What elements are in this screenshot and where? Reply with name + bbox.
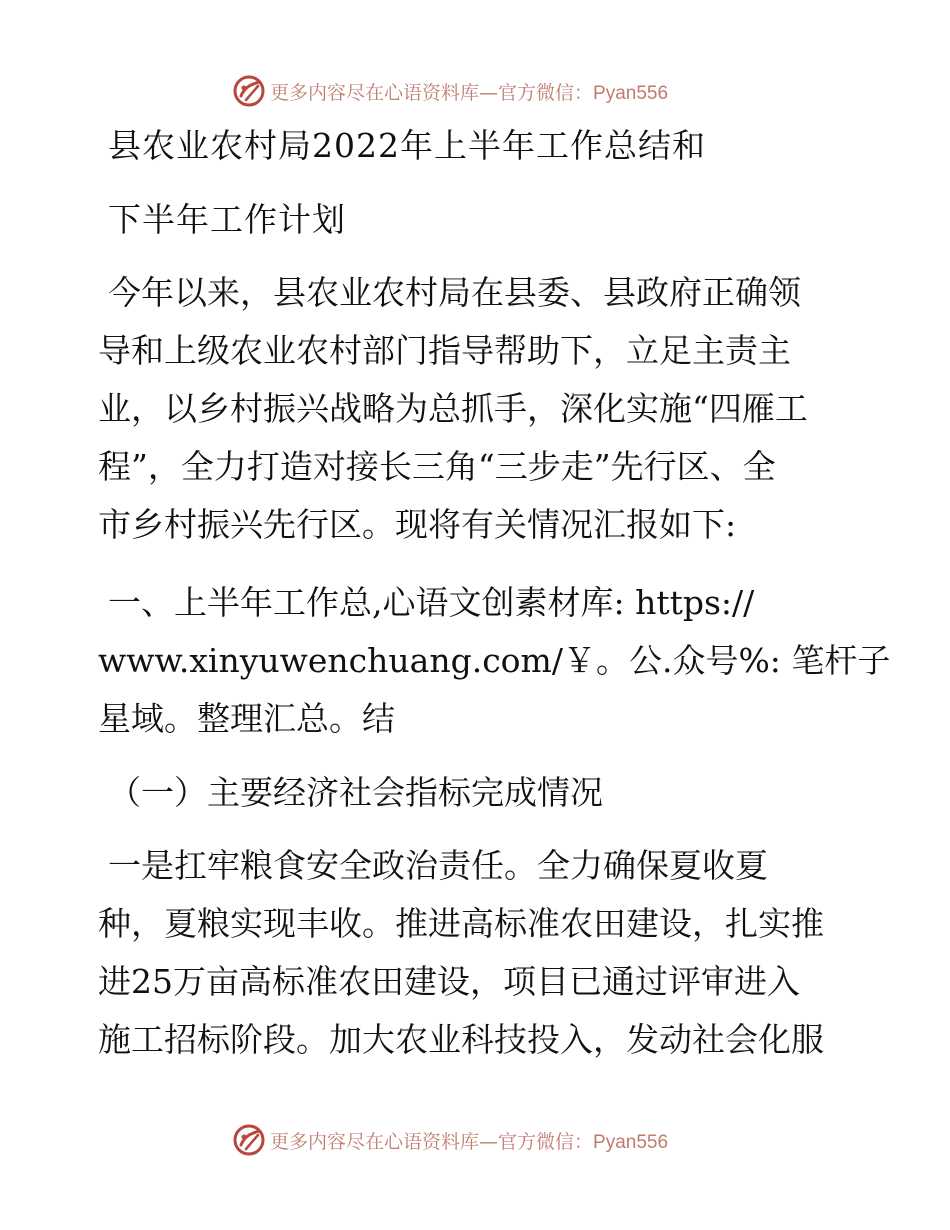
section-heading-1: 一、上半年工作总,心语文创素材库: https:// bbox=[108, 583, 755, 622]
watermark-text bbox=[270, 1127, 668, 1154]
body-line-8: 星域。整理汇总。结 bbox=[98, 699, 395, 738]
watermark-header bbox=[232, 71, 668, 111]
body-line-10: 一是扛牢粮食安全政治责任。全力确保夏收夏 bbox=[108, 846, 768, 885]
body-line-4: 程”，全力打造对接长三角“三步走”先行区、全 bbox=[98, 447, 776, 486]
watermark-logo-icon bbox=[232, 1123, 266, 1157]
subsection-heading-1: （一）主要经济社会指标完成情况 bbox=[108, 773, 603, 812]
watermark-text bbox=[270, 78, 668, 105]
watermark-label: 更多内容尽在心语资料库—官方微信： bbox=[270, 1130, 594, 1153]
body-line-7: www.xinyuwenchuang.com/￥。公.众号%: 笔杆子 bbox=[98, 641, 891, 680]
document-title-line-2: 下半年工作计划 bbox=[108, 200, 346, 239]
body-line-3: 业，以乡村振兴战略为总抓手，深化实施“四雁工 bbox=[98, 389, 808, 428]
body-line-5: 市乡村振兴先行区。现将有关情况汇报如下: bbox=[98, 505, 737, 544]
body-line-2: 导和上级农业农村部门指导帮助下，立足主责主 bbox=[98, 331, 791, 370]
body-line-13: 施工招标阶段。加大农业科技投入，发动社会化服 bbox=[98, 1020, 824, 1059]
watermark-wechat-id: Pyan556 bbox=[593, 1131, 669, 1153]
body-line-11: 种，夏粮实现丰收。推进高标准农田建设，扎实推 bbox=[98, 904, 824, 943]
body-line-12: 进25万亩高标准农田建设，项目已通过评审进入 bbox=[98, 962, 800, 1001]
body-line-1: 今年以来，县农业农村局在县委、县政府正确领 bbox=[108, 273, 801, 312]
watermark-wechat-id: Pyan556 bbox=[593, 82, 669, 104]
watermark-logo-icon bbox=[232, 74, 266, 108]
document-title-line-1: 县农业农村局2022年上半年工作总结和 bbox=[108, 126, 706, 165]
watermark-label: 更多内容尽在心语资料库—官方微信： bbox=[270, 81, 594, 104]
watermark-footer bbox=[232, 1120, 668, 1160]
